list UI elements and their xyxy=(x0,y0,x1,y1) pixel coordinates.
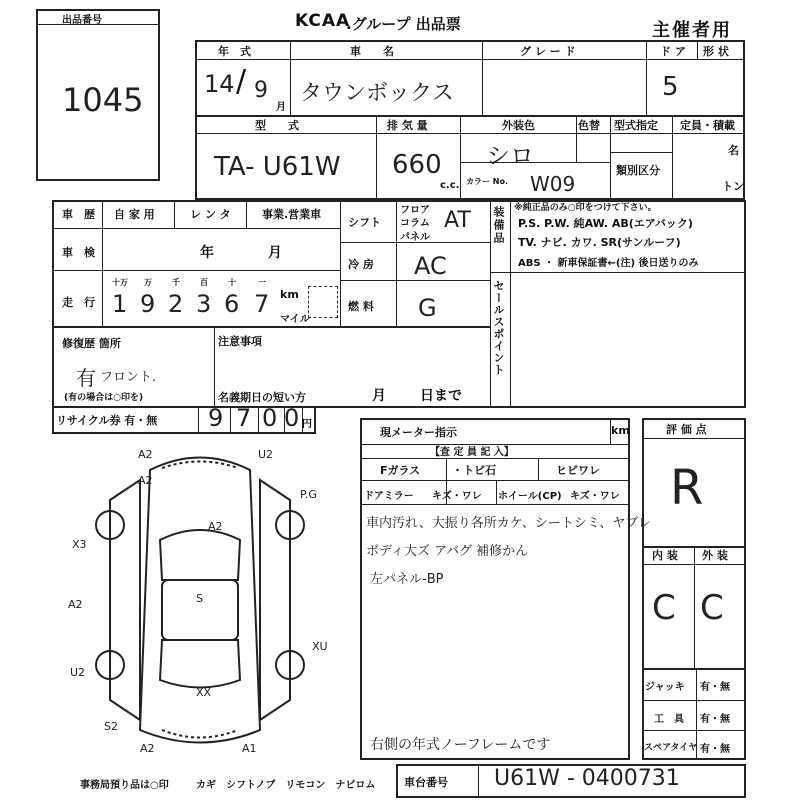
car-rear-window xyxy=(160,640,240,688)
fuel-value: G xyxy=(418,294,437,322)
damage-mark: A1 xyxy=(242,742,257,755)
repair-location: フロント. xyxy=(100,370,157,385)
glass-chip: ・トビ石 xyxy=(452,464,496,477)
chassis-value: U61W - 0400731 xyxy=(494,766,680,791)
persons-unit: 名 xyxy=(728,144,739,157)
damage-mark: A2 xyxy=(208,520,223,533)
car-rear-bumper xyxy=(162,730,238,738)
equipment-line2: TV. ナビ. カワ. SR(サンルーフ) xyxy=(518,236,681,249)
ac-value: AC xyxy=(414,252,447,280)
mileage-digit: 1 xyxy=(112,290,128,318)
damage-mark: A2 xyxy=(140,742,155,755)
displacement-value: 660 xyxy=(392,150,442,180)
inspector-note: 左パネル-BP xyxy=(370,572,444,587)
score-label: 評 価 点 xyxy=(666,423,707,436)
month-value: 9 xyxy=(254,78,268,103)
tons-unit: トン xyxy=(722,180,744,193)
ac-label: 冷 房 xyxy=(348,258,374,271)
lot-number-value: 1045 xyxy=(62,81,144,119)
exterior-color-label: 外装色 xyxy=(502,119,535,132)
inspection-label: 車 検 xyxy=(62,246,95,259)
cc-unit: c.c. xyxy=(440,180,460,191)
notes-label: 注意事項 xyxy=(218,335,262,348)
car-windshield xyxy=(160,530,240,580)
recycle-digit: 0 xyxy=(284,404,300,432)
place-unit: 万 xyxy=(144,278,152,287)
tools-label: 工 具 xyxy=(654,714,684,725)
shape-label: 形 状 xyxy=(703,45,729,58)
mileage-digit: 9 xyxy=(140,290,156,318)
place-unit: 百 xyxy=(200,278,208,287)
wheel-label: ホイール(CP) xyxy=(498,491,562,502)
wheel-value: キズ・ワレ xyxy=(570,491,620,502)
car-roof xyxy=(162,580,238,640)
capacity-label: 定員・積載 xyxy=(680,119,735,132)
inspection-year-unit: 年 xyxy=(200,245,214,261)
mileage-label: 走 行 xyxy=(62,296,95,309)
damage-mark: XU xyxy=(312,640,328,653)
damage-mark: A2 xyxy=(138,474,153,487)
damage-mark: S2 xyxy=(104,720,118,733)
history-label: 車 歴 xyxy=(62,208,95,221)
color-value: シロ xyxy=(486,142,534,170)
car-damage-diagram xyxy=(50,440,350,770)
tools-yes-no: 有・無 xyxy=(700,714,730,725)
meter-label: 現メーター指示 xyxy=(380,426,457,439)
recycle-label: リサイクル券 有・無 xyxy=(56,414,158,427)
private-use: 自 家 用 xyxy=(114,208,155,221)
office-note: 事務局預り品は○印 xyxy=(80,780,169,791)
year-slash: / xyxy=(236,64,247,99)
short-expiry-label: 名義期日の短い方 xyxy=(218,391,306,404)
model-label: 型 式 xyxy=(255,119,299,132)
spare-label: スペアタイヤ xyxy=(644,743,698,753)
vehicle-name-value: タウンボックス xyxy=(300,81,454,106)
repair-label: 修復歴 箇所 xyxy=(62,337,121,350)
shift-value: AT xyxy=(444,208,471,233)
sponsor-copy: 主催者用 xyxy=(652,20,732,41)
mile-label: マイル xyxy=(280,314,310,325)
header-brand: KCAA xyxy=(295,11,351,31)
damage-mark: A2 xyxy=(68,598,83,611)
doors-label: ド ア xyxy=(660,45,686,58)
interior-value: C xyxy=(652,588,676,628)
model-value: TA- U61W xyxy=(214,152,341,182)
damage-mark: U2 xyxy=(258,448,274,461)
place-unit: 千 xyxy=(172,278,180,287)
model-designation-label: 型式指定 xyxy=(614,119,658,132)
glass-crack: ヒビワレ xyxy=(556,464,600,477)
inspector-note: ボディ大ズ アバグ 補修かん xyxy=(366,544,529,559)
damage-mark: XX xyxy=(196,686,212,699)
recycle-digit: 7 xyxy=(236,404,252,432)
repair-note: (有の場合は○印を) xyxy=(64,393,144,403)
doors-value: 5 xyxy=(662,72,679,102)
mileage-digit: 2 xyxy=(168,290,184,318)
lot-number-box xyxy=(36,9,160,181)
mileage-digit: 3 xyxy=(196,290,212,318)
column-label: コラム xyxy=(400,218,430,229)
km-label: km xyxy=(280,288,299,301)
damage-mark: S xyxy=(196,592,203,605)
meter-km-unit: km xyxy=(611,424,630,437)
car-front-bumper xyxy=(162,462,238,469)
jack-label: ジャッキ xyxy=(645,682,685,693)
recycle-digit: 0 xyxy=(262,404,278,432)
spare-yes-no: 有・無 xyxy=(700,744,730,755)
header-title: .グループ 出品票 xyxy=(346,15,461,33)
repair-mark: 有 xyxy=(76,366,96,390)
glass-label: Fガラス xyxy=(380,464,421,477)
damage-mark: A2 xyxy=(138,448,153,461)
mileage-digit: 6 xyxy=(224,290,240,318)
office-items: カギ シフトノブ リモコン ナビロム xyxy=(196,780,376,791)
chassis-label: 車台番号 xyxy=(404,776,448,789)
mileage-digit: 7 xyxy=(254,290,270,318)
mile-checkbox xyxy=(308,286,338,318)
category-label: 類別区分 xyxy=(616,164,660,177)
score-value: R xyxy=(670,460,704,516)
expiry-day-until: 日まで xyxy=(420,388,462,404)
displacement-label: 排 気 量 xyxy=(387,119,428,132)
lot-number-label: 出品番号 xyxy=(62,15,102,26)
frame-note: 右側の年式ノーフレームです xyxy=(370,737,551,753)
color-no-label: カラー No. xyxy=(466,177,509,186)
exterior-label: 外 装 xyxy=(702,549,728,562)
mirror-value: キズ・ワレ xyxy=(432,491,482,502)
inspection-month-unit: 月 xyxy=(268,245,282,261)
mirror-label: ドアミラー xyxy=(364,491,414,502)
recycle-yen: 円 xyxy=(302,419,312,430)
equipment-line3: ABS ・ 新車保証書←(注) 後日送りのみ xyxy=(518,258,699,269)
car-right-door-outline xyxy=(260,480,290,720)
year-value: 14 xyxy=(204,70,235,98)
floor-label: フロア xyxy=(400,205,430,216)
equipment-note: ※純正品のみ○印をつけて下さい。 xyxy=(514,203,657,213)
place-unit: 一 xyxy=(258,278,266,287)
name-label: 車 名 xyxy=(350,45,394,58)
rental: レ ン タ xyxy=(190,208,231,221)
inspector-note: 車内汚れ、大振り各所カケ、シートシミ、ヤブレ xyxy=(366,516,651,531)
damage-mark: X3 xyxy=(72,538,87,551)
damage-mark: U2 xyxy=(70,666,86,679)
place-unit: 十万 xyxy=(112,278,128,287)
month-unit: 月 xyxy=(276,102,286,113)
equipment-line1: P.S. P.W. 純AW. AB(エアバック) xyxy=(518,217,693,230)
recycle-digit: 9 xyxy=(208,404,224,432)
exterior-value: C xyxy=(700,588,724,628)
fuel-label: 燃 料 xyxy=(348,300,374,313)
sales-point-label: セールスポイント xyxy=(492,280,505,376)
color-change-label: 色替 xyxy=(578,119,600,132)
car-left-door-outline xyxy=(110,480,140,720)
inspector-entry-label: 【査 定 員 記 入】 xyxy=(430,447,514,458)
interior-label: 内 装 xyxy=(652,549,678,562)
year-label: 年 式 xyxy=(218,45,251,58)
jack-yes-no: 有・無 xyxy=(700,682,730,693)
equipment-label: 装備品 xyxy=(492,206,505,245)
grade-label: グ レ ー ド xyxy=(520,45,576,58)
place-unit: 十 xyxy=(228,278,236,287)
expiry-month-unit: 月 xyxy=(372,388,386,404)
damage-mark: P.G xyxy=(300,488,317,501)
shift-label: シフト xyxy=(348,216,381,229)
panel-label: パネル xyxy=(400,232,430,243)
color-no-value: W09 xyxy=(530,172,576,196)
commercial: 事業.営業車 xyxy=(262,208,322,221)
